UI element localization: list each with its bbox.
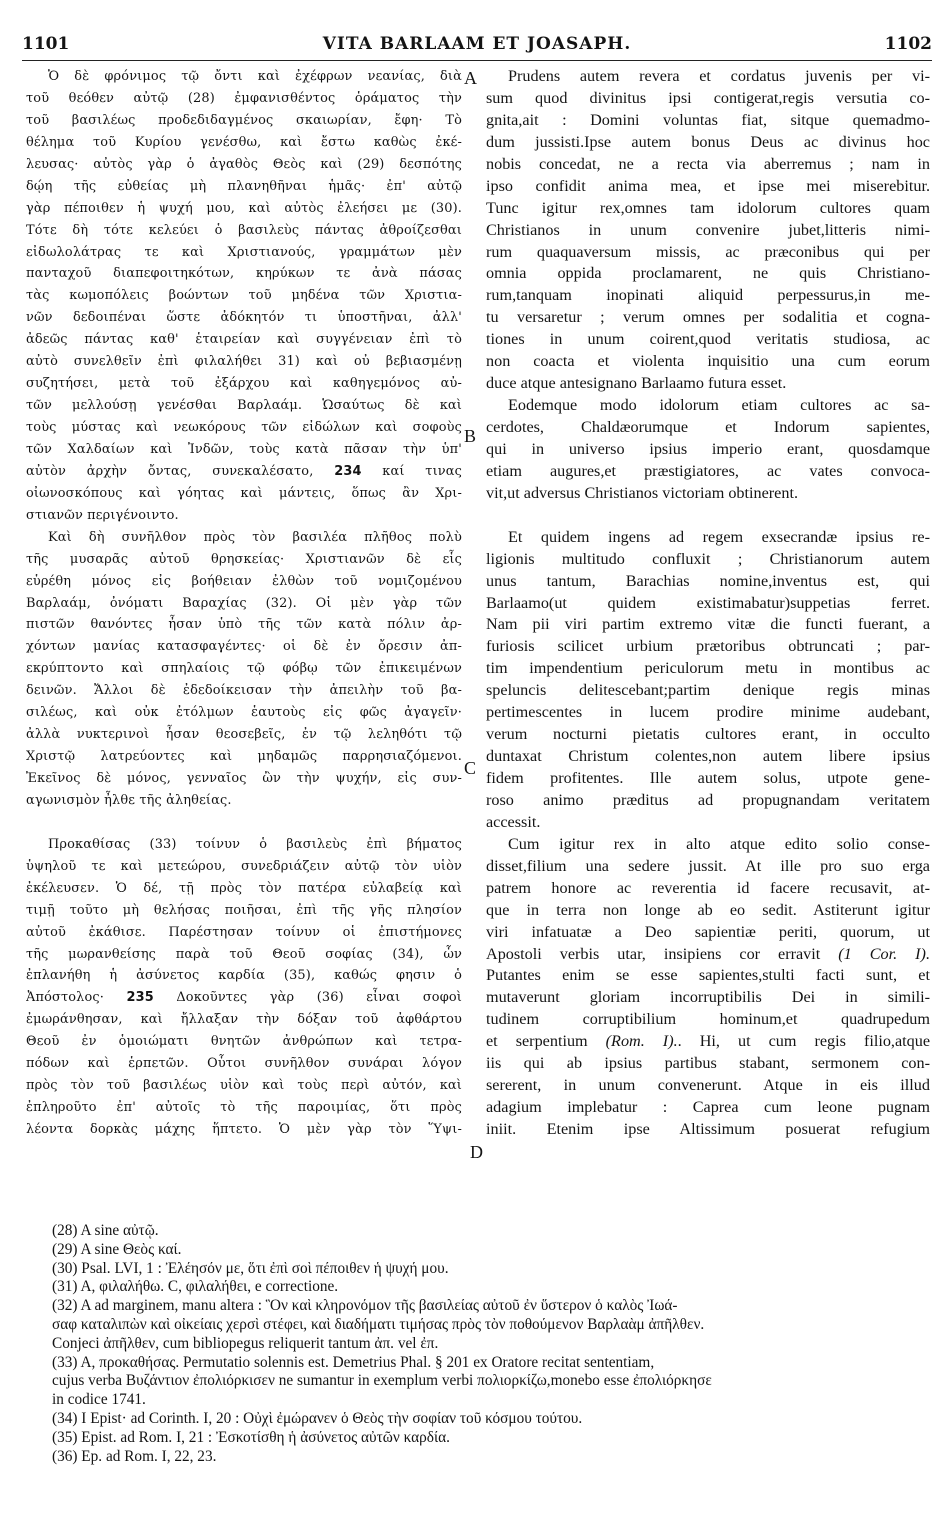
greek-line: νῶν δεδοιπέναι ὥστε ἀδόκητόν τι ὑποστῆναι, ἀλλ' bbox=[26, 310, 462, 326]
latin-line: viri infatuatæ a Deo sapientiæ periti, quorum, ut bbox=[486, 922, 930, 941]
greek-line: πανταχοῦ διαπεφοιτηκότων, κηρύκων τε ἀνὰ πάσας bbox=[26, 266, 462, 282]
footnote: (30) Psal. LVI, 1 : Ἐλέησόν με, ὅτι ἐπὶ σοὶ πέποιθεν ἡ ψυχή μου. bbox=[52, 1259, 449, 1277]
latin-line: verum nocturni pietatis cultores erant, in occulto bbox=[486, 725, 930, 744]
latin-line: dum jussisti.Ipse autem bonus Deus ac divinus hoc bbox=[486, 132, 930, 151]
greek-line: ὑψηλοῦ τε καὶ μετεώρου, συνεδριάζειν αὐτῷ τὸν υἱὸν bbox=[26, 858, 462, 874]
latin-line: sererent, in unum convenerunt. Atque in eis illud bbox=[486, 1076, 930, 1095]
latin-line-with-citation: et serpentium (Rom. I).. Hi, ut cum regis filio,atque bbox=[486, 1032, 930, 1051]
latin-line: nobis concedat, ne a recta via aberremus ; nam in bbox=[486, 154, 930, 173]
greek-line: τὰς κωμοπόλεις βοώντων τοῦ μηδένα τῶν Χριστια- bbox=[26, 288, 462, 304]
greek-line: τῆς μωρανθείσης παρὰ τοῦ Θεοῦ σοφίας (34), ὧν bbox=[26, 946, 462, 962]
latin-line: qui in universo ipsius imperio erant, quosdamque bbox=[486, 439, 930, 458]
greek-line: δῴη τῆς εὐθείας μὴ πλανηθῆναι ἡμᾶς· ἐπ' αὐτῷ bbox=[26, 178, 462, 194]
footnote: (28) A sine αὐτῷ. bbox=[52, 1222, 159, 1239]
greek-line: ἐκέλευσεν. Ὁ δέ, τῇ πρὸς τὸν πατέρα εὐλαβείᾳ καὶ bbox=[26, 880, 462, 896]
greek-line: Καὶ δὴ συνῆλθον πρὸς τὸν βασιλέα πλῆθος πολὺ bbox=[48, 529, 462, 545]
latin-line: vit,ut adversus Christianos victoriam obtinerent. bbox=[486, 483, 799, 502]
greek-line: τῆς μυσαρᾶς αὐτοῦ θρησκείας· Χριστιανῶν δὲ εἷς bbox=[26, 551, 462, 567]
greek-line: λέοντα δορκὰς μάχης ἥπτετο. Ὁ μὲν γὰρ τὸν Ὕψι- bbox=[26, 1122, 462, 1137]
latin-line: Tunc igitur rex,omnes tam idolorum cultores quam bbox=[486, 198, 930, 217]
latin-line: omnia oppida proclamarent, ne quis Christiano- bbox=[486, 264, 930, 283]
greek-text: Ἀπόστολος· bbox=[26, 990, 104, 1006]
latin-line: Putantes enim se esse sapientes,stulti facti sunt, et bbox=[486, 966, 930, 985]
running-title: VITA BARLAAM ET JOASAPH. bbox=[322, 34, 632, 54]
latin-line: iis qui ab ipsius partibus stabant, sermonem con- bbox=[486, 1054, 930, 1073]
greek-line: αὐτοῦ ἐκάθισε. Παρέστησαν τοίνυν οἱ ἐπιστήμονες bbox=[26, 924, 462, 940]
header-rule bbox=[22, 60, 932, 61]
latin-line: adagium implebatur : Caprea cum leone pugnam bbox=[486, 1098, 930, 1117]
footnote: (35) Epist. ad Rom. I, 21 : Ἐσκοτίσθη ἡ ἀσύνετος αὐτῶν καρδία. bbox=[52, 1428, 450, 1446]
latin-line: speluncis delitescebant;partim denique regis minas bbox=[486, 681, 930, 700]
latin-line: accessit. bbox=[486, 812, 541, 831]
latin-line: rum,tanquam inopinati aliquid perpessurus,in me- bbox=[486, 286, 930, 305]
greek-line: τοῦ θεόθεν αὐτῷ (28) ἐμφανισθέντος ὁράματος τὴν bbox=[26, 90, 462, 106]
latin-line: disset,filium una sedere jussit. At ille pro suo erga bbox=[486, 856, 930, 875]
greek-line: στιανῶν περιγένοιντο. bbox=[26, 507, 179, 523]
latin-text: Apostoli verbis utar, insipiens cor erravit bbox=[486, 944, 821, 963]
greek-line: αὐτὸ συνελθεῖν ἐπὶ φιλαλήθει 31) καὶ οὐ βεβιασμένῃ bbox=[26, 354, 462, 370]
margin-letter-b: B bbox=[464, 426, 477, 446]
latin-line: tim impendentium periculorum metu in montibus ac bbox=[486, 659, 930, 678]
latin-line: Prudens autem revera et cordatus juvenis per vi- bbox=[508, 67, 930, 85]
footnote: (31) A, φιλαλήθω. C, φιλαλήθει, e correctione. bbox=[52, 1278, 339, 1296]
footnote-continuation: σαφ καταλιπὼν καὶ οἰκείαις χερσὶ στέφει, καὶ διαδήματι τιμήσας πρὸς τὸν ποθούμενον Βαρλαὰμ ἀπῆλθεν. bbox=[52, 1315, 705, 1333]
latin-line: non coacta et violenta inquisitio una cum eorum bbox=[486, 352, 930, 371]
latin-line: unus tantum, Barachias nomine,inventus est, qui bbox=[486, 571, 930, 590]
footnote-continuation: Conjeci ἀπῆλθεν, cum bibliopegus reliquerit tantum ἀπ. vel ἐπ. bbox=[52, 1334, 439, 1352]
footnote-continuation: in codice 1741. bbox=[52, 1391, 146, 1409]
page-marker-234: 234 bbox=[334, 463, 362, 479]
footnote: (32) A ad marginem, manu altera : Ὃν καὶ κληρονόμον τῆς βασιλείας αὐτοῦ ἐν ὕστερον ὁ καλὸς Ἰωά- bbox=[52, 1297, 678, 1315]
greek-line: Θεοῦ ἐν ὁμοιώματι θνητῶν ἀνθρώπων καὶ τετρα- bbox=[26, 1034, 462, 1050]
margin-letter-c: C bbox=[464, 758, 477, 778]
greek-line: ἐπληροῦτο ἐπ' αὐτοῖς τὸ τῆς παροιμίας, ὅτι πρὸς bbox=[26, 1100, 462, 1116]
page-marker-235: 235 bbox=[126, 990, 154, 1006]
footnote: (34) I Epist· ad Corinth. I, 20 : Οὐχὶ ἐμώρανεν ὁ Θεὸς τὴν σοφίαν τοῦ κόσμου τούτου. bbox=[52, 1409, 583, 1427]
latin-line: tudinem corruptibilium hominum,et quadrupedum bbox=[486, 1010, 930, 1029]
latin-line: Eodemque modo idolorum etiam cultores ac sa- bbox=[508, 396, 930, 415]
greek-line: τῶν Χαλδαίων καὶ Ἰνδῶν, τοὺς κατὰ πᾶσαν τὴν ὑπ' bbox=[26, 441, 462, 457]
greek-line: ἀλλὰ νυκτερινοὶ ἦσαν θεοσεβεῖς, ἐν τῷ λεληθότι τῷ bbox=[26, 727, 462, 743]
footnote: (29) A sine Θεὸς καί. bbox=[52, 1240, 182, 1258]
footnote: (36) Ep. ad Rom. I, 22, 23. bbox=[52, 1447, 217, 1465]
page-number-left: 1101 bbox=[22, 34, 70, 54]
greek-line: Ὁ δὲ φρόνιμος τῷ ὄντι καὶ ἐχέφρων νεανίας, διὰ bbox=[48, 69, 462, 84]
latin-line: sum quod divinitus ipsi contigerat,regis versutia co- bbox=[486, 88, 930, 107]
greek-line-with-marker bbox=[26, 461, 462, 483]
greek-line: οἰωνοσκόπους καὶ γόητας καὶ μάντεις, ὅπως ἂν Χρι- bbox=[26, 485, 462, 501]
greek-line: εὑρέθη μόνος εἰς βοήθειαν ἐλθὼν τοῦ νομιζομένου bbox=[26, 573, 462, 589]
running-header bbox=[22, 34, 932, 62]
greek-line: τοὺς μύστας καὶ νεωκόρους τῶν εἰδώλων καὶ σοφοὺς bbox=[26, 420, 462, 435]
footnotes bbox=[52, 1222, 932, 1466]
greek-line: πρὸς τὸν τοῦ βασιλέως υἱὸν καὶ τοὺς περὶ αὐτόν, καὶ bbox=[26, 1078, 462, 1094]
latin-line: pertimescentes in lucem prodire minime audebant, bbox=[486, 703, 930, 722]
margin-letter-a: A bbox=[464, 68, 477, 88]
latin-line: fidem profitentes. Ille autem solus, utpote gene- bbox=[486, 769, 930, 787]
latin-line: furiosis scilicet urbium prætoribus obtruncati ; par- bbox=[486, 637, 930, 656]
latin-line: Christianos in unum convenire jubet,litteris nimi- bbox=[486, 220, 930, 239]
latin-line: duntaxat Christum colentes,non autem libere ipsius bbox=[486, 747, 930, 766]
greek-line-with-marker bbox=[26, 987, 462, 1009]
page-number-right: 1102 bbox=[884, 34, 932, 54]
greek-line: τῶν μελλούσῃ γενέσθαι Βαρλαάμ. Ὡσαύτως δὲ καὶ bbox=[26, 398, 462, 414]
greek-text: Δοκοῦντες γὰρ (36) εἶναι σοφοὶ bbox=[176, 990, 462, 1006]
greek-line: σιλέως, καὶ οὐκ ἐτόλμων ἑαυτοὺς εἰς φῶς ἀγαγεῖν· bbox=[26, 705, 462, 721]
latin-line: Et quidem ingens ad regem exsecrandæ ipsius re- bbox=[508, 527, 930, 546]
greek-line: συζητήσει, μετὰ τοῦ ἐξάρχου καὶ καθηγεμόνος αὐ- bbox=[26, 376, 462, 392]
latin-line: tu versaretur ; verum omnes per sodalitia et cogna- bbox=[486, 308, 930, 327]
greek-line: αγωνισμὸν ἦλθε τῆς ἀληθείας. bbox=[26, 792, 232, 808]
greek-line: ἀδεῶς πάντας καθ' ἑταιρείαν καὶ συγγένειαν ἐπὶ τὸ bbox=[26, 332, 462, 348]
latin-line: rum quaquaversum missis, ac præconibus qui per bbox=[486, 242, 930, 261]
greek-line: Τότε δὴ τότε κελεύει ὁ βασιλεὺς πάντας ἀθροίζεσθαι bbox=[26, 222, 462, 238]
latin-line: ligionis multitudo confluxit ; Christianorum autem bbox=[486, 549, 930, 568]
latin-line: gnita,ait : Domini voluntas fiat, sitque quemadmo- bbox=[486, 110, 930, 129]
latin-line: Barlaamo(ut quidem existimabatur)suppetias ferret. bbox=[486, 593, 930, 612]
latin-line: mutaverunt gloriam incorruptibilis Dei in simili- bbox=[486, 988, 930, 1007]
greek-line: χόντων μανίας κατασφαγέντες· οἱ δὲ ἐν ὄρεσιν ἀπ- bbox=[26, 639, 462, 655]
latin-text: Hi, ut cum regis filio,atque bbox=[699, 1032, 930, 1051]
latin-line: etiam augures,et præstigiatores, ac vates convoca- bbox=[486, 461, 930, 480]
greek-line: λευσας· αὐτὸς γὰρ ὁ ἀγαθὸς Θεὸς καὶ (29) δεσπότης bbox=[26, 156, 462, 172]
greek-line: Ἐκεῖνος δὲ μόνος, γενναῖος ὢν τὴν ψυχήν, εἰς συν- bbox=[26, 771, 462, 786]
greek-column bbox=[26, 66, 462, 1141]
latin-line: tiones in unum coirent,quod veritatis studiosa, ac bbox=[486, 330, 930, 349]
greek-line: Προκαθίσας (33) τοίνυν ὁ βασιλεὺς ἐπὶ βήματος bbox=[48, 836, 462, 852]
latin-line: cerdotes, Chaldæorumque et Indorum sapientes, bbox=[486, 418, 930, 436]
greek-line: δεινῶν. Ἄλλοι δὲ ἐδεδοίκεισαν τὴν ἀπειλὴν τοῦ βα- bbox=[26, 683, 462, 699]
footnote-continuation: cujus verba Βυζάντιον ἐπολιόρκισεν ne sumantur in exemplum verbi πολιορκίζω,monebo esse ἐπολιόρκησε bbox=[52, 1372, 712, 1390]
latin-text: et serpentium bbox=[486, 1032, 588, 1051]
citation: (Rom. I). bbox=[605, 1032, 678, 1051]
greek-line: εκρύπτοντο καὶ σπηλαίοις τῷ φόβῳ τῶν ἐπικειμένων bbox=[26, 661, 462, 677]
greek-line: τοῦ βασιλέως προδεδιδαγμένος σκαιωρίαν, ἔφη· Τὸ bbox=[26, 112, 462, 128]
latin-column bbox=[486, 66, 930, 1141]
latin-line: ipso confidit anima mea, et ipse mei miserebitur. bbox=[486, 176, 930, 195]
greek-line: Βαρλαάμ, ὀνόματι Βαραχίας (32). Οἱ μὲν γὰρ τῶν bbox=[26, 595, 462, 611]
latin-line: Cum igitur rex in alto atque edito solio conse- bbox=[508, 834, 930, 853]
greek-line: θέλημα τοῦ Κυρίου γενέσθω, καὶ ἔστω καθὼς ἐκέ- bbox=[26, 134, 462, 150]
greek-text: καί τινας bbox=[382, 463, 462, 479]
greek-line: τιμῇ τοῦτο μὴ θελήσας ποιῆσαι, ἐπὶ τῆς γῆς πλησίον bbox=[26, 902, 462, 918]
greek-line: γὰρ πέποιθεν ἡ ψυχή μου, καὶ αὐτὸς ἐλεήσει με (30). bbox=[26, 200, 462, 216]
greek-line: ἐπλανήθη ἡ ἀσύνετος καρδία (35), καθώς φησιν ὁ bbox=[26, 968, 462, 984]
greek-line: εἰδωλολάτρας τε καὶ Χριστιανούς, γραμμάτων μὲν bbox=[26, 244, 462, 260]
paragraph-gap bbox=[486, 505, 930, 527]
latin-line: iniit. Etenim ipse Altissimum posuerat refugium bbox=[486, 1120, 930, 1138]
margin-letter-d: D bbox=[470, 1142, 483, 1162]
greek-line: Χριστῷ λατρεύοντες καὶ μηδαμῶς παρρησιαζόμενοι. bbox=[26, 749, 462, 765]
latin-line-with-citation bbox=[486, 944, 930, 966]
latin-line: Nam pii viri partim extremo vitæ die functi fuerant, a bbox=[486, 615, 930, 634]
greek-line: ἐμωράνθησαν, καὶ ἤλλαξαν τὴν δόξαν τοῦ ἀφθάρτου bbox=[26, 1012, 462, 1028]
greek-line: πόδων καὶ ἑρπετῶν. Οὗτοι συνῆλθον συνάραι λόγον bbox=[26, 1056, 462, 1072]
citation: (1 Cor. I). bbox=[838, 944, 930, 963]
latin-line: patrem honore ac reverentia id facere recusavit, at- bbox=[486, 878, 930, 897]
greek-line: πιστῶν θανόντες ἦσαν ὑπὸ τῆς τῶν κατὰ πόλιν ἀρ- bbox=[26, 617, 462, 633]
latin-line: que in terra non longe ab eo sedit. Astiterunt igitur bbox=[486, 900, 930, 919]
paragraph-gap bbox=[26, 812, 462, 834]
latin-line: roso animo præditus ad propugnandam veritatem bbox=[486, 790, 930, 809]
footnote: (33) A, προκαθήσας. Permutatio solennis est. Demetrius Phal. § 201 ex Oratore recitat sententiam, bbox=[52, 1353, 655, 1371]
greek-text: αὐτὸν ἀρχὴν ὄντας, συνεκαλέσατο, bbox=[26, 463, 314, 479]
latin-line: duce atque antesignano Barlaamo futura esset. bbox=[486, 374, 787, 393]
